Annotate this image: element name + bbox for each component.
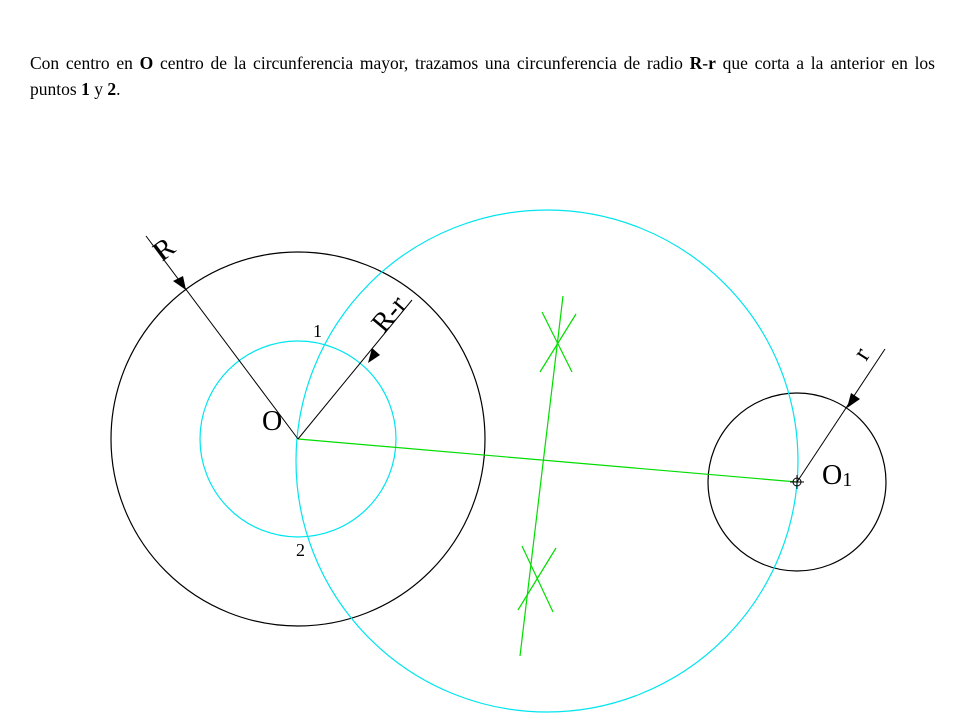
bisector-arc-mark-upper-a <box>542 312 572 372</box>
radius-r-arrowhead <box>847 393 860 408</box>
label-O: O <box>262 406 283 437</box>
label-r: r <box>846 342 876 366</box>
caption-text-3: - <box>702 53 709 73</box>
caption-text-2: centro de la circunferencia mayor, trazamos una circunferencia de radio <box>153 53 690 73</box>
caption-bold-r: r <box>708 53 716 73</box>
perpendicular-bisector <box>520 296 563 656</box>
label-point-2: 2 <box>296 540 305 560</box>
label-O1 <box>822 460 852 491</box>
label-O1-sub: 1 <box>842 469 853 491</box>
label-R-minus-r: R-r <box>365 289 414 339</box>
caption-bold-2: 2 <box>107 79 117 99</box>
caption-text-5: y <box>89 79 108 99</box>
radius-R-arrowhead <box>173 276 186 290</box>
caption-bold-1: 1 <box>81 79 90 99</box>
caption-text-1: Con centro en <box>30 53 140 73</box>
caption-text-4: que corta a la anterior en los puntos <box>30 53 935 99</box>
segment-O-O1 <box>298 439 797 482</box>
label-R: R <box>147 231 182 268</box>
radius-R-minus-r-arrowhead <box>368 348 380 363</box>
caption-bold-O: O <box>139 53 154 73</box>
bisector-arc-mark-upper-b <box>540 314 576 372</box>
caption-text-6: . <box>116 79 121 99</box>
caption-bold-R: R <box>689 53 703 73</box>
label-point-1: 1 <box>313 321 322 341</box>
bisector-arc-mark-lower-b <box>518 548 556 610</box>
label-O1-main: O <box>822 460 843 491</box>
